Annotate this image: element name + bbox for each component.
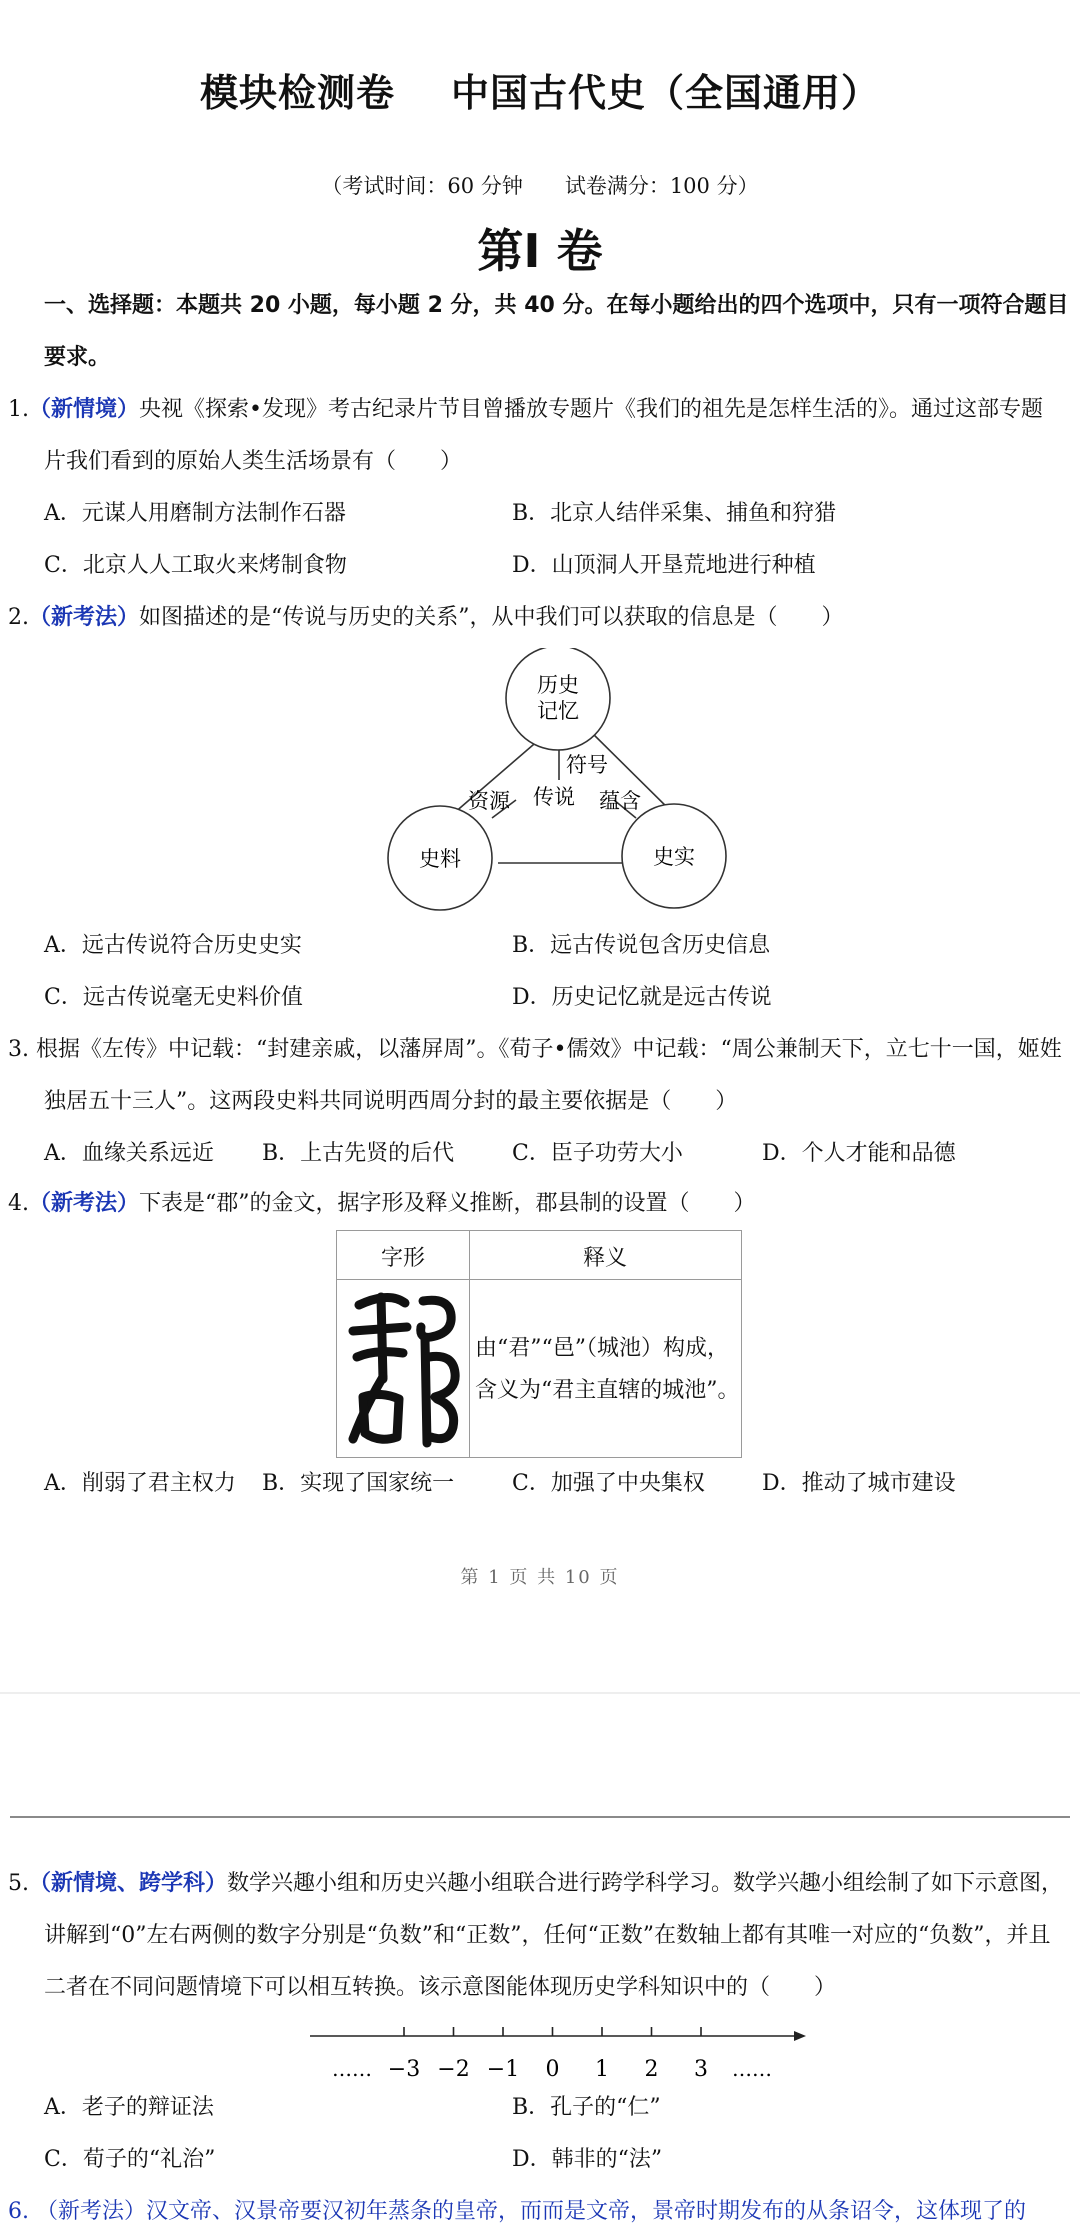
q5-number: 5. — [8, 1871, 29, 1896]
q2-option-d[interactable]: D．历史记忆就是远古传说 — [512, 985, 772, 1010]
q5-option-a[interactable]: A．老子的辩证法 — [44, 2095, 214, 2120]
q3-number: 3. — [8, 1037, 29, 1062]
question-2 — [8, 600, 844, 636]
page-break — [0, 1692, 1080, 1694]
title-left: 模块检测卷 — [199, 71, 395, 115]
q1-option-a[interactable]: A．元谋人用磨制方法制作石器 — [44, 501, 346, 526]
q1-stem: 央视《探索•发现》考古纪录片节目曾播放专题片《我们的祖先是怎样生活的》。通过这部专题 — [139, 397, 1043, 422]
q5-stem-line2: 讲解到“0”左右两侧的数字分别是“负数”和“正数”，任何“正数”在数轴上都有其唯一对应的“负数”，并且 — [44, 1923, 1051, 1948]
q2-stem: 如图描述的是“传说与历史的关系”，从中我们可以获取的信息是（ ） — [139, 605, 844, 630]
exam-info: （考试时间：60 分钟 试卷满分：100 分） — [321, 174, 759, 198]
table-header-glyph: 字形 — [380, 1246, 425, 1271]
number-line-tick-label: −3 — [387, 2057, 421, 2082]
number-line-tick-label: 3 — [694, 2057, 708, 2082]
page-number: 第 1 页 共 10 页 — [460, 1567, 620, 1588]
q2-option-a[interactable]: A．远古传说符合历史史实 — [44, 933, 302, 958]
q4-stem: 下表是“郡”的金文，据字形及释义推断，郡县制的设置（ ） — [139, 1191, 756, 1216]
q4-option-b[interactable]: B．实现了国家统一 — [262, 1471, 455, 1496]
q5-option-c[interactable]: C．荀子的“礼治” — [44, 2147, 216, 2172]
question-3 — [8, 1032, 1062, 1068]
number-line-tick-label: −2 — [437, 2057, 470, 2082]
q1-tag: （新情境） — [29, 397, 140, 422]
number-line-tick-label: 1 — [595, 2057, 609, 2082]
table-definition-line2: 含义为“君主直辖的城池”。 — [475, 1378, 740, 1403]
q4-tag: （新考法） — [29, 1191, 140, 1216]
q4-option-a[interactable]: A．削弱了君主权力 — [44, 1471, 236, 1496]
question-5 — [8, 1866, 1063, 1902]
q5-tag: （新情境、跨学科） — [29, 1871, 228, 1896]
node-right-label: 史实 — [653, 845, 695, 869]
q1-option-d[interactable]: D．山顶洞人开垦荒地进行种植 — [512, 553, 816, 578]
number-line-tick-label: 0 — [545, 2057, 560, 2082]
title-right: 中国古代史（全国通用） — [451, 71, 881, 115]
q4-option-d[interactable]: D．推动了城市建设 — [762, 1471, 956, 1496]
table-header-meaning: 释义 — [582, 1246, 627, 1271]
q5-stem: 数学兴趣小组和历史兴趣小组联合进行跨学科学习。数学兴趣小组绘制了如下示意图， — [227, 1871, 1064, 1896]
page-title — [0, 62, 1080, 117]
q4-number: 4. — [8, 1191, 29, 1216]
q4-option-c[interactable]: C．加强了中央集权 — [512, 1471, 705, 1496]
node-left-label: 史料 — [419, 847, 461, 871]
axis-dots-right: …… — [732, 2057, 772, 2081]
q5-option-b[interactable]: B．孔子的“仁” — [512, 2095, 661, 2120]
q3-stem: 根据《左传》中记载：“封建亲戚，以藩屏周”。《荀子•儒效》中记载：“周公兼制天下，立七十一国，姬姓 — [36, 1037, 1062, 1062]
q2-option-c[interactable]: C．远古传说毫无史料价值 — [44, 985, 303, 1010]
question-4 — [8, 1186, 756, 1222]
number-line-diagram — [300, 2016, 810, 2082]
q2-tag: （新考法） — [29, 605, 140, 630]
node-top-label-1: 历史 — [537, 673, 579, 697]
q3-option-d[interactable]: D．个人才能和品德 — [762, 1141, 956, 1166]
center-label-legend: 传说 — [533, 785, 575, 809]
edge-label-source: 资源 — [468, 789, 510, 813]
bronze-inscription-jun-glyph — [345, 1287, 463, 1451]
node-top-label-2: 记忆 — [537, 699, 579, 723]
volume-heading: 第Ⅰ 卷 — [477, 224, 603, 278]
legend-history-diagram — [380, 648, 740, 918]
q3-stem-line2: 独居五十三人”。这两段史料共同说明西周分封的最主要依据是（ ） — [44, 1089, 738, 1114]
instructions-line2: 要求。 — [44, 345, 111, 370]
q2-number: 2. — [8, 605, 29, 630]
q1-stem-line2: 片我们看到的原始人类生活场景有（ ） — [44, 449, 463, 474]
q2-option-b[interactable]: B．远古传说包含历史信息 — [512, 933, 771, 958]
table-definition-line1: 由“君”“邑”（城池）构成， — [475, 1336, 729, 1361]
q1-option-c[interactable]: C．北京人人工取火来烤制食物 — [44, 553, 347, 578]
number-line-tick-label: 2 — [644, 2057, 659, 2082]
q5-stem-line3: 二者在不同问题情境下可以相互转换。该示意图能体现历史学科知识中的（ ） — [44, 1975, 837, 2000]
edge-label-contain: 蕴含 — [599, 789, 641, 813]
q3-option-b[interactable]: B．上古先贤的后代 — [262, 1141, 455, 1166]
q1-number: 1. — [8, 397, 29, 422]
number-line-tick-label: −1 — [486, 2057, 520, 2082]
axis-dots-left: …… — [332, 2057, 372, 2081]
q5-option-d[interactable]: D．韩非的“法” — [512, 2147, 663, 2172]
q1-option-b[interactable]: B．北京人结伴采集、捕鱼和狩猎 — [512, 501, 837, 526]
page-top-rule — [10, 1816, 1070, 1818]
q3-option-a[interactable]: A．血缘关系远近 — [44, 1141, 214, 1166]
jun-character-table — [336, 1230, 742, 1458]
edge-label-symbol: 符号 — [566, 753, 608, 777]
q3-option-c[interactable]: C．臣子功劳大小 — [512, 1141, 683, 1166]
question-6-partial: 6. （新考法）汉文帝、汉景帝要汉初年蒸条的皇帝，而而是文帝，景帝时期发布的从条诏令，这体现了的 — [8, 2199, 1026, 2224]
instructions-line1: 一、选择题：本题共 20 小题，每小题 2 分，共 40 分。在每小题给出的四个选项中，只有一项符合题目 — [44, 293, 1069, 318]
question-1 — [8, 392, 1043, 428]
